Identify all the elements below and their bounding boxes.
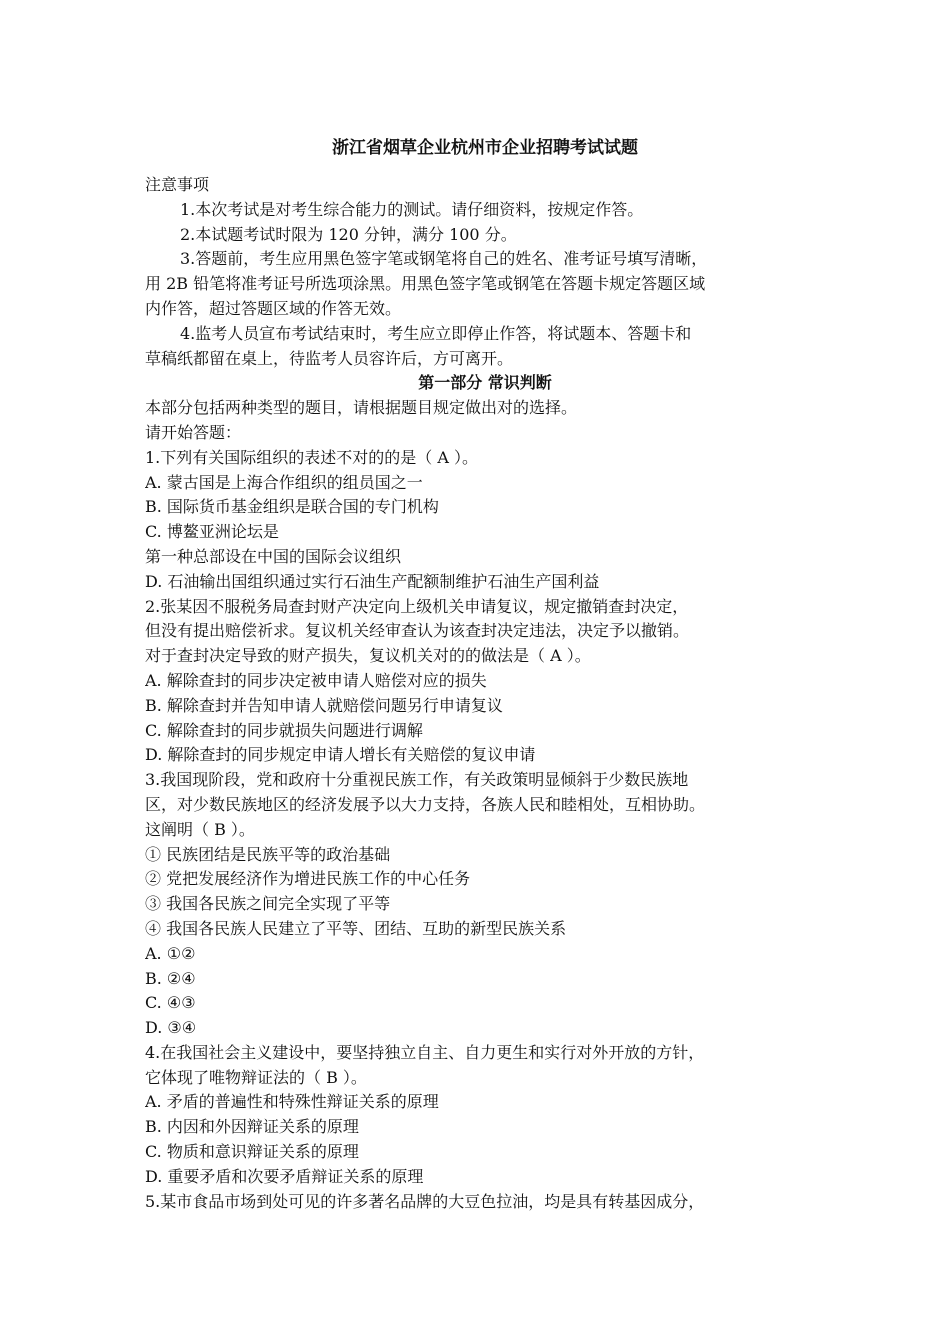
question-stem: 但没有提出赔偿祈求。复议机关经审查认为该查封决定违法，决定予以撤销。: [145, 621, 690, 641]
question-2: [145, 595, 825, 769]
question-option: A. 解除查封的同步决定被申请人赔偿对应的损失: [145, 670, 487, 690]
question-stem: 1.下列有关国际组织的表述不对的的是（ A ）。: [145, 447, 478, 467]
question-option: A. ①②: [145, 943, 196, 963]
section-title: 第一部分 常识判断: [418, 373, 552, 393]
question-option: 第一种总部设在中国的国际会议组织: [145, 546, 402, 566]
question-option: D. 重要矛盾和次要矛盾辩证关系的原理: [145, 1166, 424, 1186]
question-option: C. 物质和意识辩证关系的原理: [145, 1142, 359, 1162]
question-option: B. ②④: [145, 968, 196, 988]
question-option: ④ 我国各民族人民建立了平等、团结、互助的新型民族关系: [145, 918, 567, 938]
notice-block: [145, 173, 825, 371]
question-option: B. 解除查封并告知申请人就赔偿问题另行申请复议: [145, 695, 503, 715]
question-option: ② 党把发展经济作为增进民族工作的中心任务: [145, 869, 471, 889]
question-option: D. 石油输出国组织通过实行石油生产配额制维护石油生产国利益: [145, 571, 600, 591]
question-option: ① 民族团结是民族平等的政治基础: [145, 844, 391, 864]
question-stem: 5.某市食品市场到处可见的许多著名品牌的大豆色拉油，均是具有转基因成分，: [145, 1191, 705, 1211]
question-option: C. 解除查封的同步就损失问题进行调解: [145, 720, 423, 740]
notice-line: 1.本次考试是对考生综合能力的测试。请仔细资料，按规定作答。: [180, 199, 644, 219]
question-stem: 4.在我国社会主义建设中，要坚持独立自主、自力更生和实行对外开放的方针，: [145, 1042, 705, 1062]
question-stem: 这阐明（ B ）。: [145, 819, 255, 839]
question-option: C. ④③: [145, 993, 196, 1013]
notice-line: 用 2B 铅笔将准考证号所选项涂黑。用黑色签字笔或钢笔在答题卡规定答题区域: [145, 274, 706, 294]
question-stem: 对于查封决定导致的财产损失，复议机关对的的做法是（ A ）。: [145, 646, 591, 666]
notice-line: 3.答题前，考生应用黑色签字笔或钢笔将自己的姓名、准考证号填写清晰，: [180, 249, 708, 269]
notice-line: 2.本试题考试时限为 120 分钟，满分 100 分。: [180, 224, 517, 244]
question-option: C. 博鳌亚洲论坛是: [145, 522, 279, 542]
document-page: [145, 135, 825, 1214]
question-stem: 2.张某因不服税务局查封财产决定向上级机关申请复议，规定撤销查封决定，: [145, 596, 689, 616]
question-stem: 它体现了唯物辩证法的（ B ）。: [145, 1067, 367, 1087]
notice-line: 草稿纸都留在桌上，待监考人员容许后，方可离开。: [145, 348, 514, 368]
section-start: 请开始答题：: [145, 422, 242, 442]
question-option: A. 蒙古国是上海合作组织的组员国之一: [145, 472, 423, 492]
question-5: [145, 1190, 825, 1215]
question-4: [145, 1041, 825, 1190]
question-option: B. 国际货币基金组织是联合国的专门机构: [145, 497, 439, 517]
question-stem: 3.我国现阶段，党和政府十分重视民族工作，有关政策明显倾斜于少数民族地: [145, 770, 689, 790]
document-title: 浙江省烟草企业杭州市企业招聘考试试题: [332, 138, 638, 158]
section-intro: 本部分包括两种类型的题目，请根据题目规定做出对的选择。: [145, 398, 578, 418]
notice-line: 内作答，超过答题区域的作答无效。: [145, 298, 402, 318]
question-option: A. 矛盾的普遍性和特殊性辩证关系的原理: [145, 1092, 439, 1112]
question-stem: 区，对少数民族地区的经济发展予以大力支持，各族人民和睦相处，互相协助。: [145, 794, 706, 814]
notice-heading: 注意事项: [145, 175, 210, 194]
question-3: [145, 768, 825, 1041]
question-option: ③ 我国各民族之间完全实现了平等: [145, 894, 391, 914]
question-option: B. 内因和外因辩证关系的原理: [145, 1117, 359, 1137]
question-1: [145, 446, 825, 595]
question-option: D. 解除查封的同步规定申请人增长有关赔偿的复议申请: [145, 745, 536, 765]
question-option: D. ③④: [145, 1018, 197, 1038]
notice-line: 4.监考人员宣布考试结束时，考生应立即停止作答，将试题本、答题卡和: [180, 323, 692, 343]
